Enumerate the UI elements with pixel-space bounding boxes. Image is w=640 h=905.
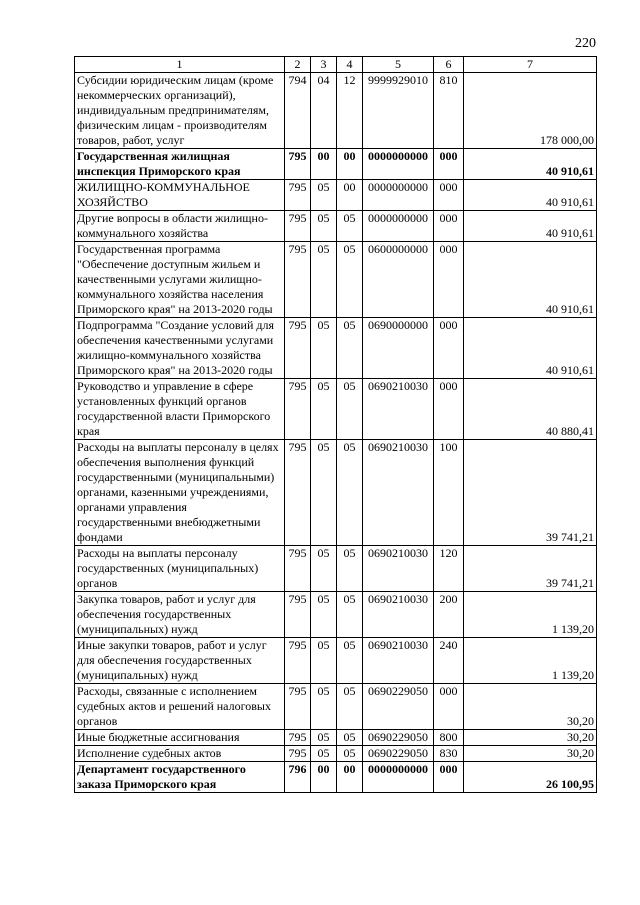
- column-header: 5: [363, 57, 434, 73]
- column-header: 4: [337, 57, 363, 73]
- section-code: 00: [311, 149, 337, 180]
- target-article-code: 9999929010: [363, 73, 434, 149]
- admin-code: 795: [285, 242, 311, 318]
- admin-code: 795: [285, 440, 311, 546]
- expense-type-code: 100: [434, 440, 464, 546]
- amount: 26 100,95: [464, 762, 597, 793]
- admin-code: 795: [285, 730, 311, 746]
- admin-code: 795: [285, 592, 311, 638]
- admin-code: 795: [285, 211, 311, 242]
- expense-type-code: 120: [434, 546, 464, 592]
- admin-code: 795: [285, 546, 311, 592]
- table-row: [75, 730, 597, 746]
- expense-type-code: 000: [434, 379, 464, 440]
- section-code: 05: [311, 211, 337, 242]
- target-article-code: 0000000000: [363, 762, 434, 793]
- admin-code: 795: [285, 379, 311, 440]
- subsection-code: 00: [337, 762, 363, 793]
- target-article-code: 0690210030: [363, 592, 434, 638]
- target-article-code: 0690229050: [363, 746, 434, 762]
- column-header: 1: [75, 57, 285, 73]
- table-header-row: [75, 57, 597, 73]
- table-row: [75, 762, 597, 793]
- amount: 40 910,61: [464, 149, 597, 180]
- admin-code: 795: [285, 638, 311, 684]
- target-article-code: 0690229050: [363, 730, 434, 746]
- amount: 30,20: [464, 730, 597, 746]
- expense-type-code: 000: [434, 242, 464, 318]
- table-row: [75, 379, 597, 440]
- target-article-code: 0690210030: [363, 440, 434, 546]
- section-code: 05: [311, 592, 337, 638]
- expense-type-code: 830: [434, 746, 464, 762]
- target-article-code: 0000000000: [363, 180, 434, 211]
- section-code: 05: [311, 684, 337, 730]
- row-name: Другие вопросы в области жилищно-коммунального хозяйства: [75, 211, 285, 242]
- expense-type-code: 000: [434, 684, 464, 730]
- amount: 178 000,00: [464, 73, 597, 149]
- expense-type-code: 000: [434, 211, 464, 242]
- amount: 39 741,21: [464, 546, 597, 592]
- expense-type-code: 000: [434, 318, 464, 379]
- target-article-code: 0690210030: [363, 546, 434, 592]
- table-row: [75, 73, 597, 149]
- section-code: 05: [311, 242, 337, 318]
- subsection-code: 05: [337, 211, 363, 242]
- amount: 1 139,20: [464, 638, 597, 684]
- row-name: Расходы, связанные с исполнением судебных актов и решений налоговых органов: [75, 684, 285, 730]
- row-name: Государственная программа "Обеспечение доступным жильем и качественными услугами жилищно-коммунального хозяйства населения Приморского края" на 2013-2020 годы: [75, 242, 285, 318]
- expense-type-code: 240: [434, 638, 464, 684]
- table-row: [75, 242, 597, 318]
- table-row: [75, 684, 597, 730]
- section-code: 05: [311, 318, 337, 379]
- subsection-code: 05: [337, 318, 363, 379]
- row-name: Департамент государственного заказа Приморского края: [75, 762, 285, 793]
- subsection-code: 05: [337, 730, 363, 746]
- admin-code: 795: [285, 318, 311, 379]
- target-article-code: 0000000000: [363, 211, 434, 242]
- table-row: [75, 149, 597, 180]
- table-row: [75, 746, 597, 762]
- target-article-code: 0690000000: [363, 318, 434, 379]
- subsection-code: 05: [337, 746, 363, 762]
- admin-code: 795: [285, 149, 311, 180]
- section-code: 05: [311, 180, 337, 211]
- section-code: 00: [311, 762, 337, 793]
- subsection-code: 05: [337, 592, 363, 638]
- row-name: Субсидии юридическим лицам (кроме некоммерческих организаций), индивидуальным предпринимателям, физическим лицам - производителям товаров, работ, услуг: [75, 73, 285, 149]
- target-article-code: 0690229050: [363, 684, 434, 730]
- admin-code: 795: [285, 746, 311, 762]
- section-code: 04: [311, 73, 337, 149]
- column-header: 7: [464, 57, 597, 73]
- table-row: [75, 440, 597, 546]
- table-row: [75, 592, 597, 638]
- amount: 30,20: [464, 746, 597, 762]
- row-name: Иные закупки товаров, работ и услуг для обеспечения государственных (муниципальных) нужд: [75, 638, 285, 684]
- admin-code: 794: [285, 73, 311, 149]
- expense-type-code: 000: [434, 762, 464, 793]
- admin-code: 795: [285, 684, 311, 730]
- page-number: 220: [575, 36, 596, 51]
- amount: 40 910,61: [464, 180, 597, 211]
- section-code: 05: [311, 440, 337, 546]
- subsection-code: 05: [337, 379, 363, 440]
- target-article-code: 0600000000: [363, 242, 434, 318]
- section-code: 05: [311, 379, 337, 440]
- subsection-code: 05: [337, 440, 363, 546]
- row-name: Расходы на выплаты персоналу государственных (муниципальных) органов: [75, 546, 285, 592]
- target-article-code: 0000000000: [363, 149, 434, 180]
- section-code: 05: [311, 546, 337, 592]
- section-code: 05: [311, 730, 337, 746]
- subsection-code: 05: [337, 242, 363, 318]
- amount: 39 741,21: [464, 440, 597, 546]
- row-name: Расходы на выплаты персоналу в целях обеспечения выполнения функций государственными (муниципальными) органами, казенными учреждениями, органами управления государственными внебюджетными фондами: [75, 440, 285, 546]
- budget-table: [74, 56, 597, 793]
- row-name: ЖИЛИЩНО-КОММУНАЛЬНОЕ ХОЗЯЙСТВО: [75, 180, 285, 211]
- expense-type-code: 000: [434, 180, 464, 211]
- row-name: Государственная жилищная инспекция Приморского края: [75, 149, 285, 180]
- amount: 40 910,61: [464, 318, 597, 379]
- column-header: 2: [285, 57, 311, 73]
- row-name: Подпрограмма "Создание условий для обеспечения качественными услугами жилищно-коммунального хозяйства Приморского края" на 2013-2020 годы: [75, 318, 285, 379]
- table-row: [75, 546, 597, 592]
- section-code: 05: [311, 746, 337, 762]
- row-name: Закупка товаров, работ и услуг для обеспечения государственных (муниципальных) нужд: [75, 592, 285, 638]
- admin-code: 796: [285, 762, 311, 793]
- subsection-code: 05: [337, 684, 363, 730]
- row-name: Исполнение судебных актов: [75, 746, 285, 762]
- target-article-code: 0690210030: [363, 638, 434, 684]
- table-row: [75, 211, 597, 242]
- subsection-code: 05: [337, 638, 363, 684]
- subsection-code: 05: [337, 546, 363, 592]
- table-row: [75, 318, 597, 379]
- amount: 30,20: [464, 684, 597, 730]
- subsection-code: 12: [337, 73, 363, 149]
- table-row: [75, 638, 597, 684]
- expense-type-code: 810: [434, 73, 464, 149]
- amount: 40 910,61: [464, 211, 597, 242]
- column-header: 6: [434, 57, 464, 73]
- row-name: Руководство и управление в сфере установленных функций органов государственной власти Приморского края: [75, 379, 285, 440]
- expense-type-code: 800: [434, 730, 464, 746]
- amount: 40 880,41: [464, 379, 597, 440]
- column-header: 3: [311, 57, 337, 73]
- section-code: 05: [311, 638, 337, 684]
- amount: 40 910,61: [464, 242, 597, 318]
- admin-code: 795: [285, 180, 311, 211]
- amount: 1 139,20: [464, 592, 597, 638]
- expense-type-code: 200: [434, 592, 464, 638]
- subsection-code: 00: [337, 180, 363, 211]
- table-row: [75, 180, 597, 211]
- expense-type-code: 000: [434, 149, 464, 180]
- subsection-code: 00: [337, 149, 363, 180]
- row-name: Иные бюджетные ассигнования: [75, 730, 285, 746]
- target-article-code: 0690210030: [363, 379, 434, 440]
